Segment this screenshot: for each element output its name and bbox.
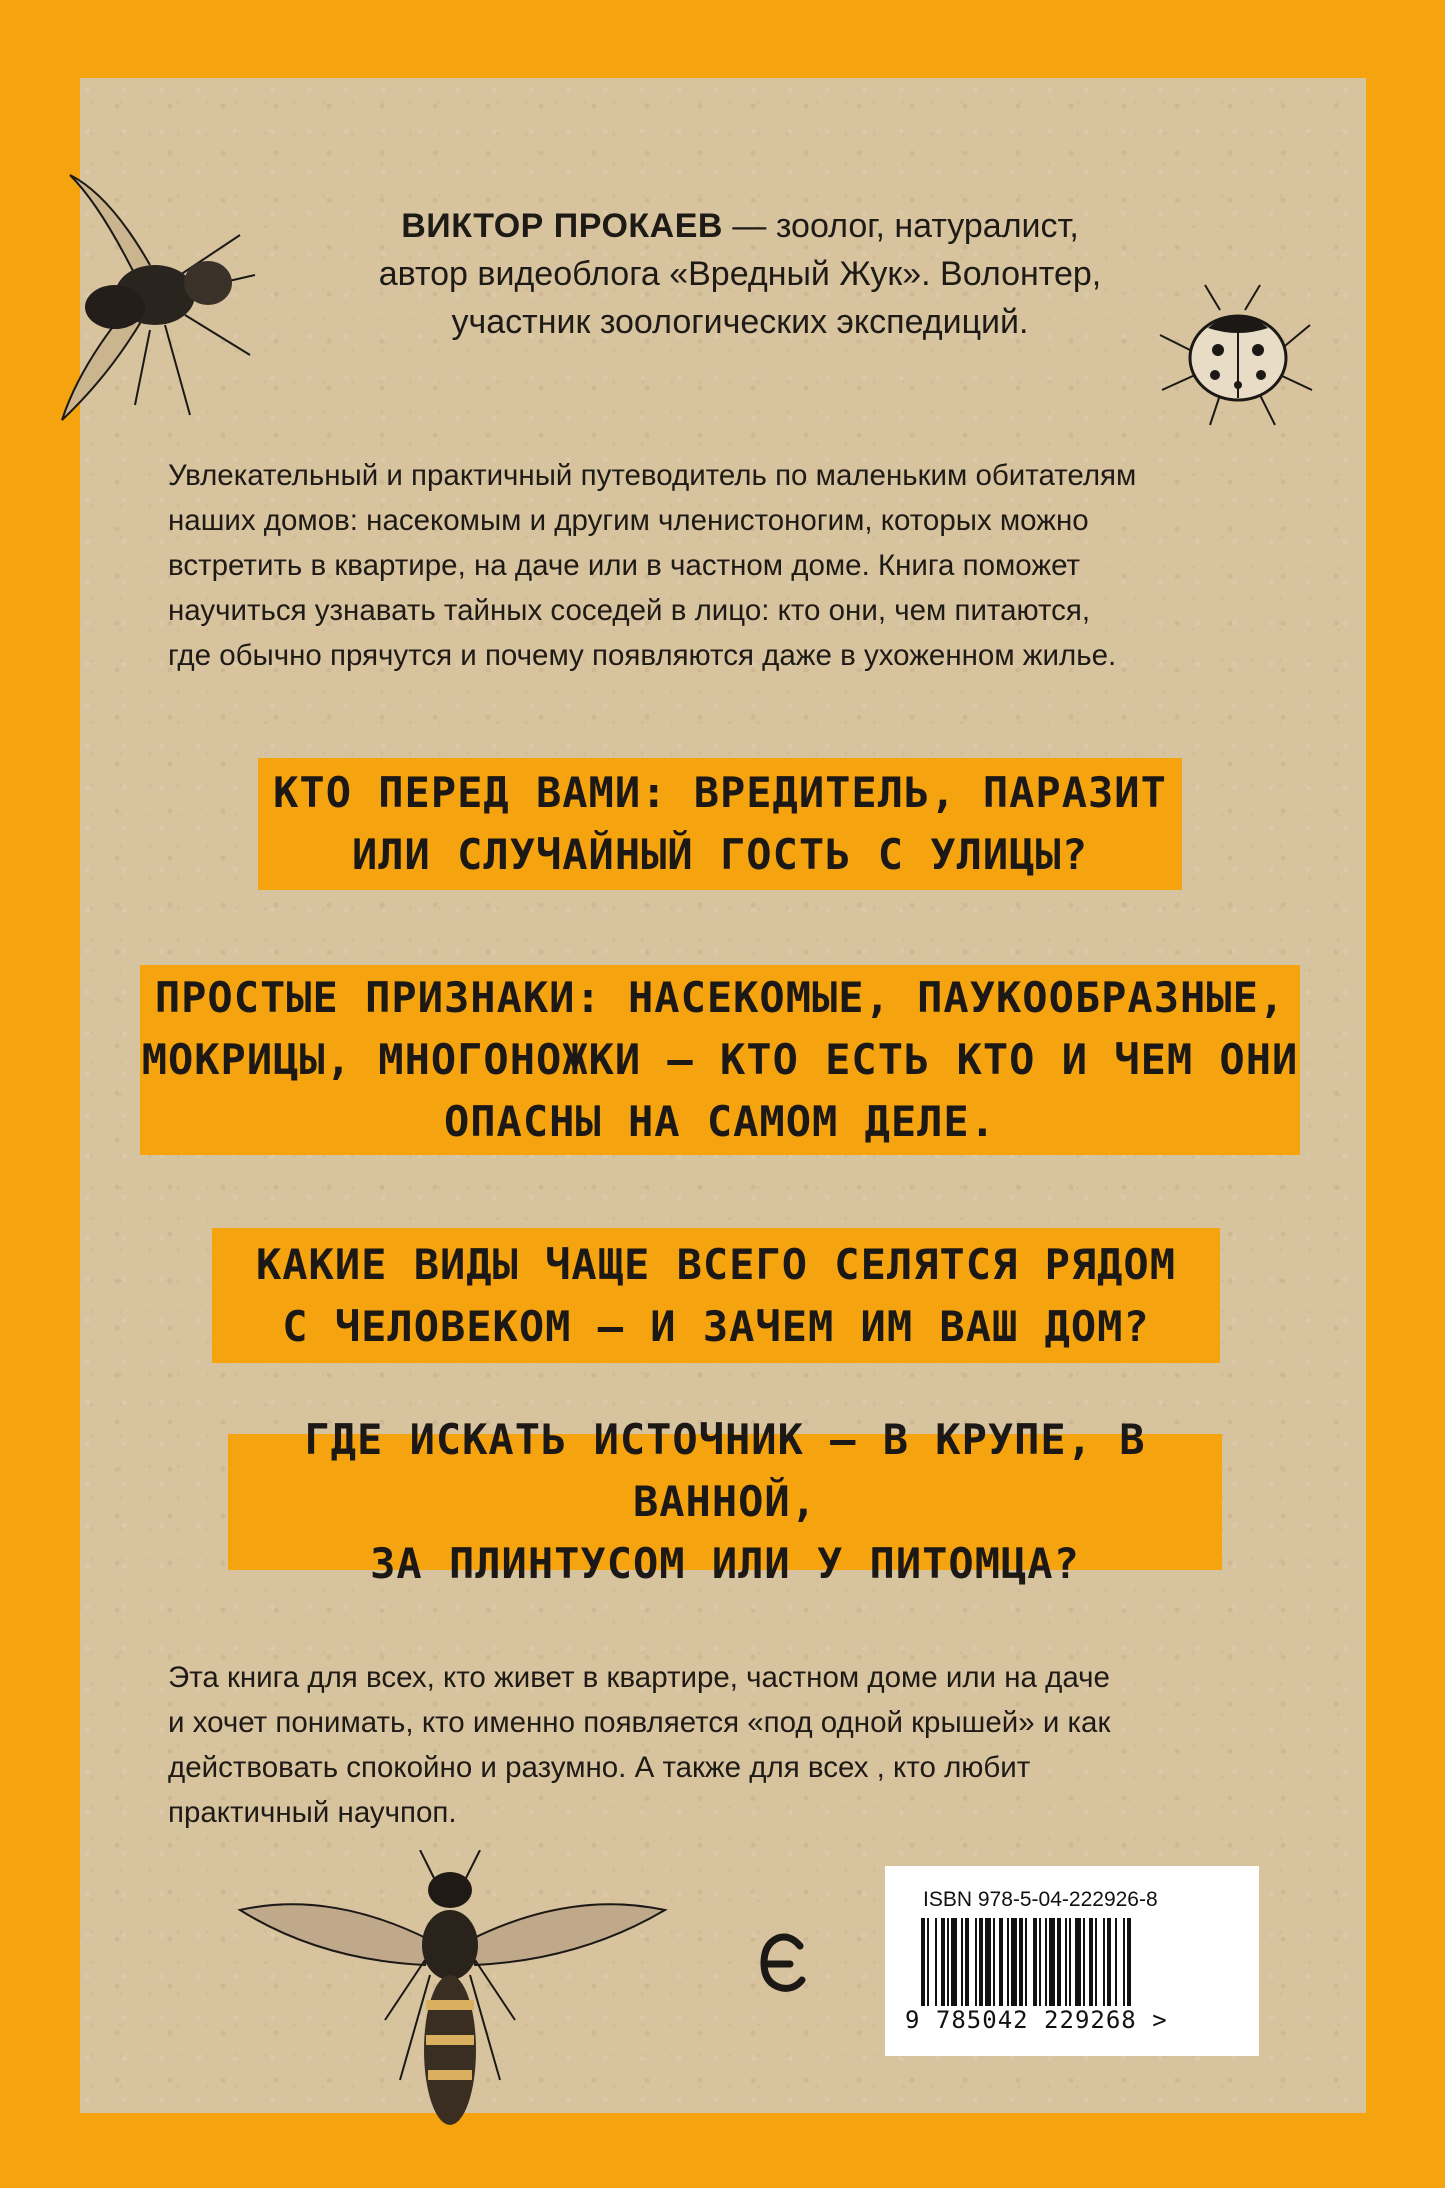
stamp-line: ОПАСНЫ НА САМОМ ДЕЛЕ.	[443, 1097, 996, 1146]
barcode-bar	[941, 1918, 945, 2006]
barcode-bar	[985, 1918, 991, 2006]
stamp-line: КТО ПЕРЕД ВАМИ: ВРЕДИТЕЛЬ, ПАРАЗИТ	[273, 768, 1167, 817]
author-bio	[300, 202, 1180, 346]
author-line3: участник зоологических экспедиций.	[451, 303, 1029, 341]
barcode-bar	[1069, 1918, 1071, 2006]
publisher-logo-icon	[760, 1932, 806, 1994]
description-line: наших домов: насекомым и другим членистоногим, которых можно	[168, 504, 1089, 537]
barcode-bar	[965, 1918, 969, 2006]
barcode-bar	[979, 1918, 983, 2006]
hoverfly-icon	[210, 1850, 690, 2150]
barcode-bar	[961, 1918, 963, 2006]
barcode-bar	[1089, 1918, 1093, 2006]
barcode-bar	[951, 1918, 957, 2006]
author-line2: автор видеоблога «Вредный Жук». Волонтер,	[378, 255, 1102, 293]
barcode-bar	[935, 1918, 937, 2006]
stamp-line: ПРОСТЫЕ ПРИЗНАКИ: НАСЕКОМЫЕ, ПАУКООБРАЗНЫЕ,	[154, 973, 1286, 1022]
author-name: ВИКТОР ПРОКАЕВ	[401, 207, 723, 245]
barcode-bar	[1065, 1918, 1067, 2006]
barcode-bars	[921, 1918, 1221, 2008]
barcode-bar	[947, 1918, 949, 2006]
barcode-bar	[993, 1918, 995, 2006]
barcode-bar	[1083, 1918, 1085, 2006]
barcode-bar	[1011, 1918, 1017, 2006]
stamp-question-1	[258, 758, 1182, 890]
stamp-question-3	[212, 1228, 1220, 1363]
author-line1: — зоолог, натуралист,	[722, 207, 1079, 245]
barcode-bar	[1007, 1918, 1009, 2006]
description-line: Увлекательный и практичный путеводитель по маленьким обитателям	[168, 459, 1137, 492]
stamp-line: ГДЕ ИСКАТЬ ИСТОЧНИК — В КРУПЕ, В ВАННОЙ,	[304, 1415, 1146, 1526]
fly-icon	[40, 165, 280, 435]
barcode-bar	[975, 1918, 977, 2006]
book-description	[168, 453, 1283, 678]
barcode-bar	[1103, 1918, 1105, 2006]
barcode-bar	[1033, 1918, 1037, 2006]
stamp-line: КАКИЕ ВИДЫ ЧАЩЕ ВСЕГО СЕЛЯТСЯ РЯДОМ	[255, 1239, 1176, 1289]
isbn-text: ISBN 978-5-04-222926-8	[923, 1888, 1158, 1911]
description-line: встретить в квартире, на даче или в частном доме. Книга поможет	[168, 549, 1081, 582]
stamp-line: ИЛИ СЛУЧАЙНЫЙ ГОСТЬ С УЛИЦЫ?	[351, 830, 1088, 879]
barcode-bar	[1095, 1918, 1097, 2006]
stamp-question-2	[140, 965, 1300, 1155]
barcode-digits: 9 785042 229268 >	[905, 2006, 1168, 2034]
barcode-bar	[1019, 1918, 1023, 2006]
barcode-bar	[1127, 1918, 1131, 2006]
description-line: научиться узнавать тайных соседей в лицо: кто они, чем питаются,	[168, 594, 1091, 627]
barcode-bar	[1115, 1918, 1117, 2006]
barcode-bar	[927, 1918, 929, 2006]
outro-line: Эта книга для всех, кто живет в квартире, частном доме или на даче	[168, 1661, 1110, 1694]
barcode-bar	[921, 1918, 925, 2006]
stamp-line: С ЧЕЛОВЕКОМ — И ЗАЧЕМ ИМ ВАШ ДОМ?	[282, 1301, 1150, 1351]
barcode-bar	[1075, 1918, 1081, 2006]
audience-text	[168, 1655, 1248, 1835]
outro-line: действовать спокойно и разумно. А также для всех , кто любит	[168, 1751, 1031, 1784]
barcode-bar	[1039, 1918, 1041, 2006]
outro-line: и хочет понимать, кто именно появляется «под одной крышей» и как	[168, 1706, 1111, 1739]
barcode-bar	[1123, 1918, 1125, 2006]
barcode-bar	[1107, 1918, 1111, 2006]
barcode-bar	[1049, 1918, 1055, 2006]
outro-line: практичный научпоп.	[168, 1796, 457, 1829]
barcode-bar	[1057, 1918, 1061, 2006]
stamp-line: ЗА ПЛИНТУСОМ ИЛИ У ПИТОМЦА?	[370, 1539, 1080, 1588]
barcode-panel	[885, 1866, 1259, 2056]
stamp-line: МОКРИЦЫ, МНОГОНОЖКИ — КТО ЕСТЬ КТО И ЧЕМ ОНИ	[141, 1035, 1299, 1084]
barcode-bar	[1025, 1918, 1027, 2006]
barcode-bar	[999, 1918, 1003, 2006]
barcode-bar	[1045, 1918, 1047, 2006]
stamp-question-4	[228, 1415, 1222, 1588]
description-line: где обычно прячутся и почему появляются даже в ухоженном жилье.	[168, 639, 1117, 672]
